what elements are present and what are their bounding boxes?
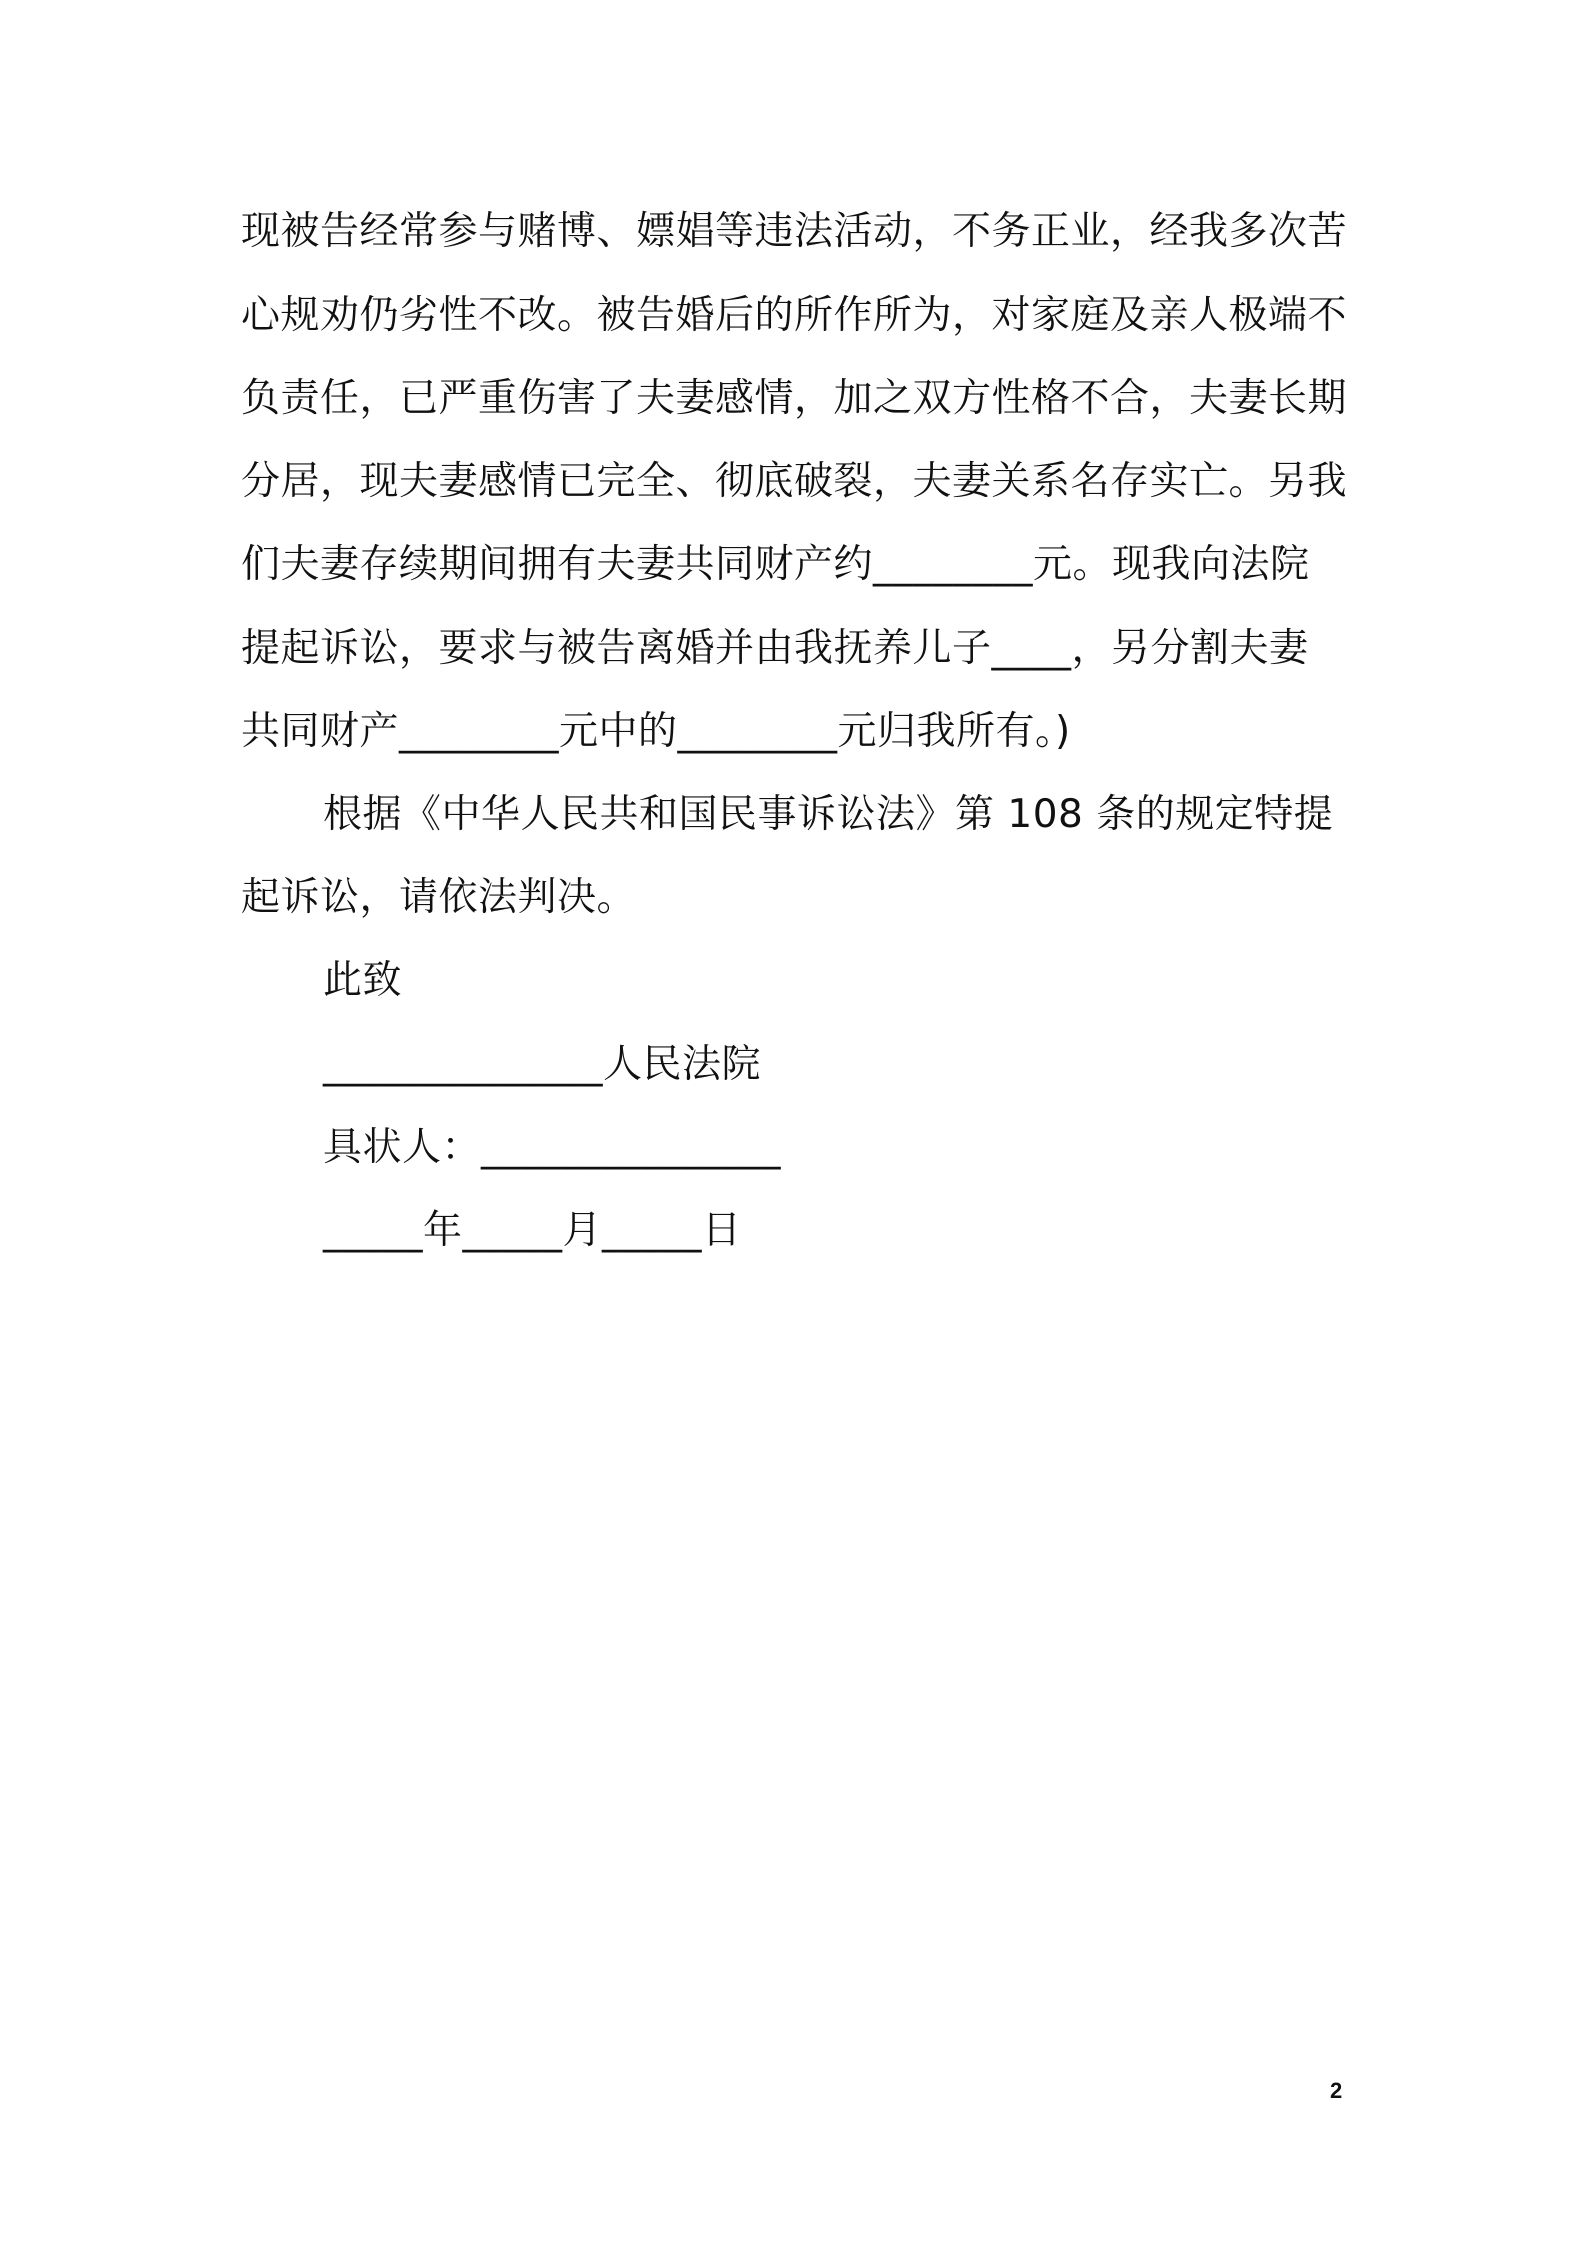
legal-basis-line-1: 根据《中华人民共和国民事诉讼法》第 108 条的规定特提 [323,792,1334,837]
body-line-3: 负责任，已严重伤害了夫妻感情，加之双方性格不合，夫妻长期 [241,376,1348,421]
plaintiff-signature-line: 具状人：_______________ [323,1125,782,1170]
body-line-7: 共同财产________元中的________元归我所有。) [241,709,1071,754]
body-line-5: 们夫妻存续期间拥有夫妻共同财产约________元。现我向法院 [241,542,1310,587]
body-line-2: 心规劝仍劣性不改。被告婚后的所作所为，对家庭及亲人极端不 [241,293,1348,338]
body-line-4: 分居，现夫妻感情已完全、彻底破裂，夫妻关系名存实亡。另我 [241,459,1348,504]
salutation: 此致 [323,958,403,1003]
legal-basis-line-2: 起诉讼，请依法判决。 [241,875,637,920]
body-line-1: 现被告经常参与赌博、嫖娼等违法活动，不务正业，经我多次苦 [241,209,1348,254]
body-line-6: 提起诉讼，要求与被告离婚并由我抚养儿子____，另分割夫妻 [241,626,1309,671]
court-line: ______________人民法院 [323,1042,762,1087]
page-number: 2 [1330,2078,1343,2103]
date-line: _____年_____月_____日 [323,1208,742,1253]
